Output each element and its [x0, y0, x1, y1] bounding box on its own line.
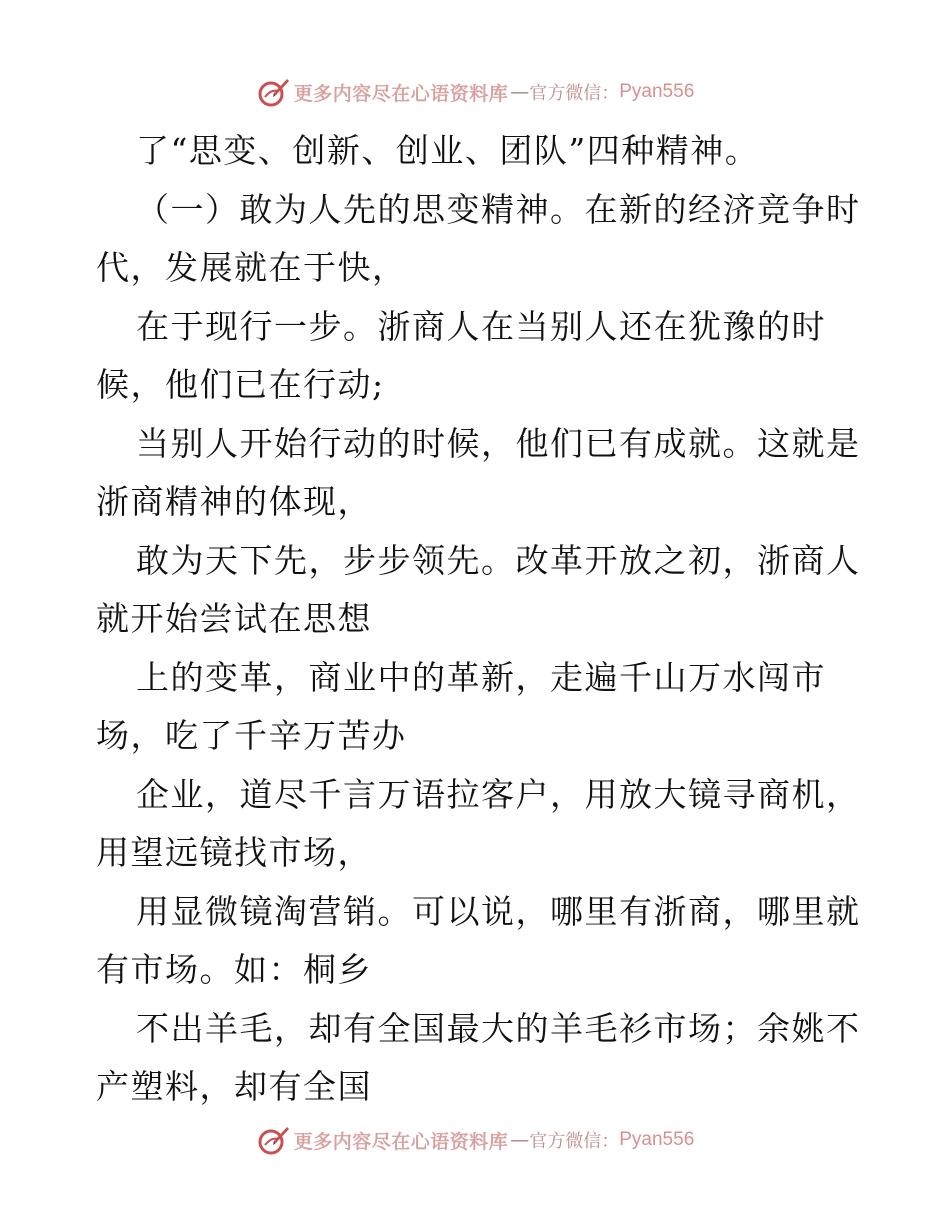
watermark-text: 更多内容尽在心语资料库	[293, 1130, 509, 1153]
watermark-wechat-id: Pyan556	[619, 1129, 695, 1150]
watermark-text: 更多内容尽在心语资料库	[293, 82, 509, 105]
text-line: 用显微镜淘营销。可以说，哪里有浙商，哪里就	[136, 891, 861, 931]
text-line: 用望远镜找市场，	[96, 833, 372, 872]
text-line: 有市场。如：桐乡	[96, 950, 372, 989]
text-line: （一）敢为人先的思变精神。在新的经济竞争时	[136, 189, 861, 229]
pen-logo-icon	[256, 75, 290, 109]
footer-watermark	[0, 1120, 950, 1160]
text-line: 在于现行一步。浙商人在当别人还在犹豫的时	[136, 306, 826, 346]
header-watermark	[0, 72, 950, 112]
text-line: 代，发展就在于快，	[96, 248, 407, 287]
text-line: 当别人开始行动的时候，他们已有成就。这就是	[136, 423, 861, 463]
watermark-separator: —	[510, 81, 530, 103]
watermark-wechat-label: 官方微信：	[529, 83, 620, 104]
text-line: 敢为天下先，步步领先。改革开放之初，浙商人	[136, 540, 861, 580]
pen-logo-icon	[256, 1123, 290, 1157]
text-line: 浙商精神的体现，	[96, 482, 372, 521]
document-body	[96, 122, 866, 1117]
text-line: 不出羊毛，却有全国最大的羊毛衫市场；余姚不	[136, 1008, 861, 1048]
text-line: 就开始尝试在思想	[96, 599, 372, 638]
text-line: 场，吃了千辛万苦办	[96, 716, 407, 755]
text-line: 上的变革，商业中的革新，走遍千山万水闯市	[136, 657, 826, 697]
watermark-separator: —	[510, 1129, 530, 1151]
text-line: 了“思变、创新、创业、团队”四种精神。	[136, 131, 760, 170]
watermark-wechat-label: 官方微信：	[529, 1131, 620, 1152]
watermark-wechat-id: Pyan556	[619, 81, 695, 102]
text-line: 产塑料，却有全国	[96, 1067, 372, 1106]
text-line: 企业，道尽千言万语拉客户，用放大镜寻商机，	[136, 774, 861, 814]
text-line: 候，他们已在行动;	[96, 365, 385, 404]
